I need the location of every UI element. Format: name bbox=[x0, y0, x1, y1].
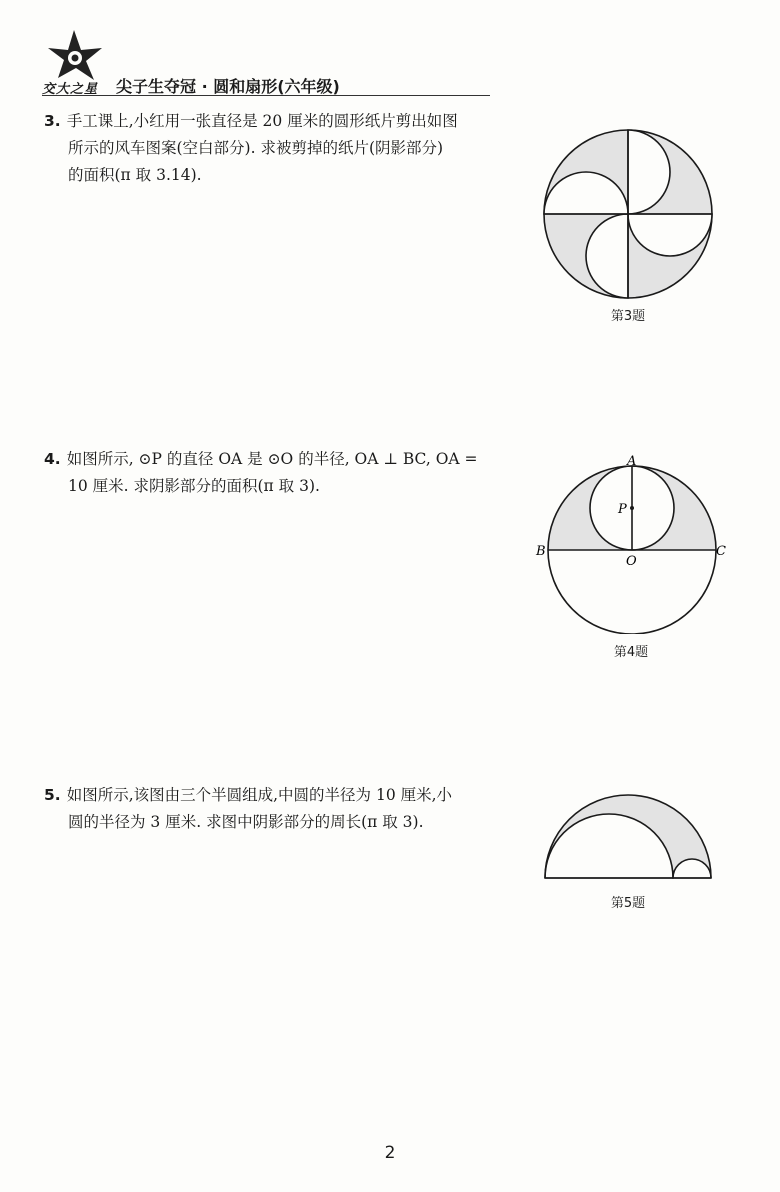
problem-text-line: 所示的风车图案(空白部分). 求被剪掉的纸片(阴影部分) bbox=[68, 139, 444, 157]
label-P: P bbox=[618, 502, 627, 517]
figure-caption: 第4题 bbox=[613, 645, 649, 660]
label-A: A bbox=[627, 454, 637, 469]
problem-3 bbox=[44, 108, 524, 189]
circle-op-figure bbox=[534, 452, 730, 634]
problem-text-line: 手工课上,小红用一张直径是 20 厘米的圆形纸片剪出如图 bbox=[66, 112, 458, 130]
page-header bbox=[36, 28, 496, 98]
header-rule bbox=[42, 95, 490, 96]
problem-number: 4. bbox=[44, 450, 61, 468]
problem-number: 5. bbox=[44, 786, 61, 804]
label-C: C bbox=[716, 544, 726, 559]
logo-text: 交大之星 bbox=[42, 82, 99, 97]
label-B: B bbox=[536, 544, 546, 559]
problem-text-line: 如图所示,该图由三个半圆组成,中圆的半径为 10 厘米,小 bbox=[66, 786, 453, 804]
page-number: 2 bbox=[384, 1143, 396, 1163]
label-O: O bbox=[626, 554, 637, 569]
figure-caption: 第5题 bbox=[610, 896, 646, 911]
problem-text-line: 的面积(π 取 3.14). bbox=[68, 166, 202, 184]
figure-caption: 第3题 bbox=[610, 309, 646, 324]
problem-5 bbox=[44, 782, 524, 836]
problem-number: 3. bbox=[44, 112, 61, 130]
problem-text-line: 如图所示, ⊙P 的直径 OA 是 ⊙O 的半径, OA ⊥ BC, OA = bbox=[66, 450, 478, 468]
problem-4 bbox=[44, 446, 524, 500]
problem-text-line: 10 厘米. 求阴影部分的面积(π 取 3). bbox=[68, 477, 320, 495]
three-semicircles-figure bbox=[540, 790, 716, 884]
series-title: 尖子生夺冠 · 圆和扇形(六年级) bbox=[116, 77, 340, 96]
pinwheel-figure bbox=[540, 126, 716, 302]
problem-text-line: 圆的半径为 3 厘米. 求图中阴影部分的周长(π 取 3). bbox=[68, 813, 424, 831]
